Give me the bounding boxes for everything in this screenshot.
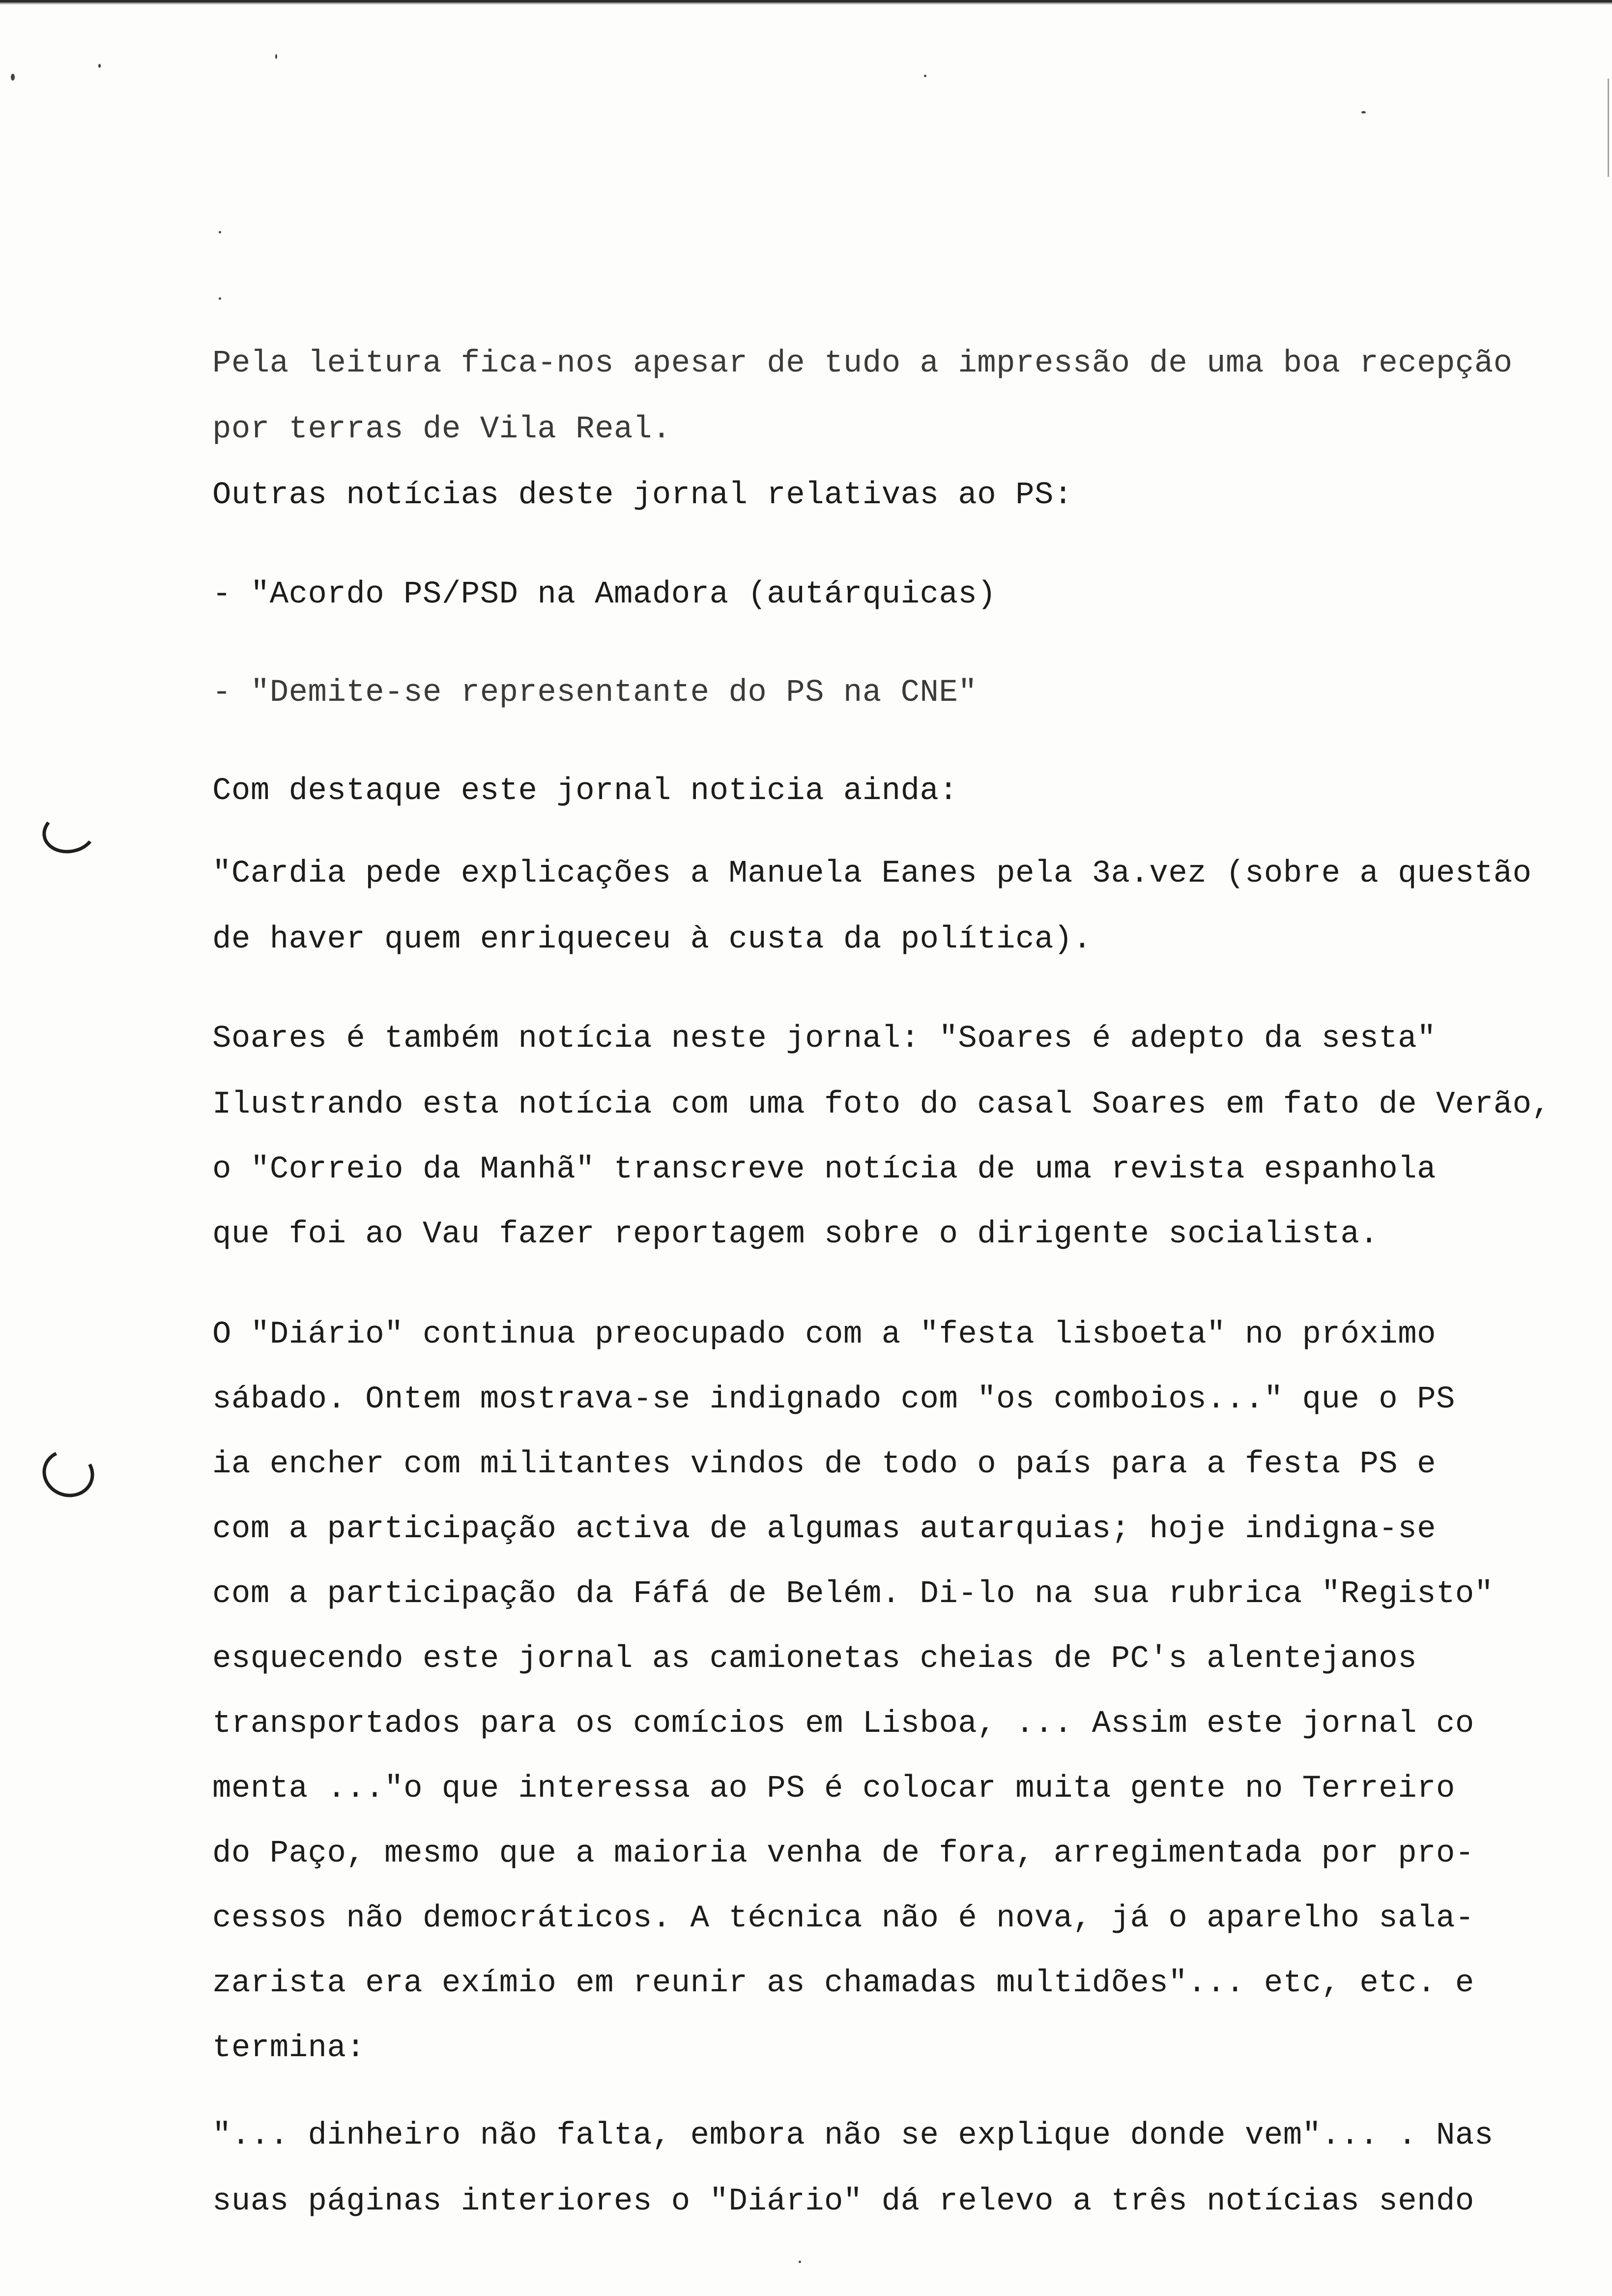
- text-line: de haver quem enriqueceu à custa da política).: [212, 922, 1092, 957]
- text-line: o "Correio da Manhã" transcreve notícia de uma revista espanhola: [212, 1152, 1436, 1187]
- text-line: "... dinheiro não falta, embora não se explique donde vem"... . Nas: [212, 2118, 1494, 2153]
- text-line: termina:: [212, 2031, 366, 2066]
- scan-speck: [98, 64, 101, 68]
- text-line: cessos não democráticos. A técnica não é nova, já o aparelho sala-: [212, 1901, 1474, 1936]
- scan-speck: [1361, 111, 1366, 114]
- text-line: Soares é também notícia neste jornal: "Soares é adepto da sesta": [212, 1021, 1436, 1057]
- text-line: Pela leitura fica-nos apesar de tudo a impressão de uma boa recepção: [212, 346, 1513, 381]
- text-line: transportados para os comícios em Lisboa, ... Assim este jornal co: [212, 1706, 1474, 1742]
- text-line: menta ..."o que interessa ao PS é colocar muita gente no Terreiro: [212, 1771, 1455, 1807]
- text-line: zarista era exímio em reunir as chamadas multidões"... etc, etc. e: [212, 1966, 1474, 2001]
- text-line: que foi ao Vau fazer reportagem sobre o dirigente socialista.: [212, 1217, 1379, 1252]
- scan-speck: [219, 297, 221, 300]
- top-border-line: [0, 0, 1612, 5]
- margin-pencil-mark: [36, 1443, 100, 1504]
- text-line: - "Acordo PS/PSD na Amadora (autárquicas): [212, 577, 997, 612]
- text-line: esquecendo este jornal as camionetas cheias de PC's alentejanos: [212, 1641, 1417, 1677]
- text-line: sábado. Ontem mostrava-se indignado com "os comboios..." que o PS: [212, 1382, 1455, 1417]
- text-line: do Paço, mesmo que a maioria venha de fora, arregimentada por pro-: [212, 1836, 1474, 1871]
- text-line: - "Demite-se representante do PS na CNE": [212, 675, 978, 711]
- text-line: ia encher com militantes vindos de todo o país para a festa PS e: [212, 1447, 1436, 1482]
- right-edge-mark: [1608, 79, 1609, 177]
- text-line: por terras de Vila Real.: [212, 412, 671, 447]
- text-line: com a participação activa de algumas autarquias; hoje indigna-se: [212, 1512, 1436, 1547]
- text-line: Ilustrando esta notícia com uma foto do casal Soares em fato de Verão,: [212, 1087, 1551, 1122]
- scan-speck: [11, 74, 15, 81]
- text-line: Com destaque este jornal noticia ainda:: [212, 774, 958, 809]
- text-line: com a participação da Fáfá de Belém. Di-lo na sua rubrica "Registo": [212, 1577, 1494, 1612]
- scan-speck: [219, 231, 221, 233]
- text-line: "Cardia pede explicações a Manuela Eanes pela 3a.vez (sobre a questão: [212, 856, 1532, 891]
- text-line: O "Diário" continua preocupado com a "festa lisboeta" no próximo: [212, 1317, 1436, 1352]
- text-line: Outras notícias deste jornal relativas ao PS:: [212, 478, 1073, 513]
- margin-pencil-mark: [39, 806, 99, 858]
- text-line: suas páginas interiores o "Diário" dá relevo a três notícias sendo: [212, 2184, 1474, 2219]
- scan-speck: [799, 2261, 801, 2263]
- scan-speck: [924, 75, 926, 77]
- scan-speck: [275, 54, 277, 59]
